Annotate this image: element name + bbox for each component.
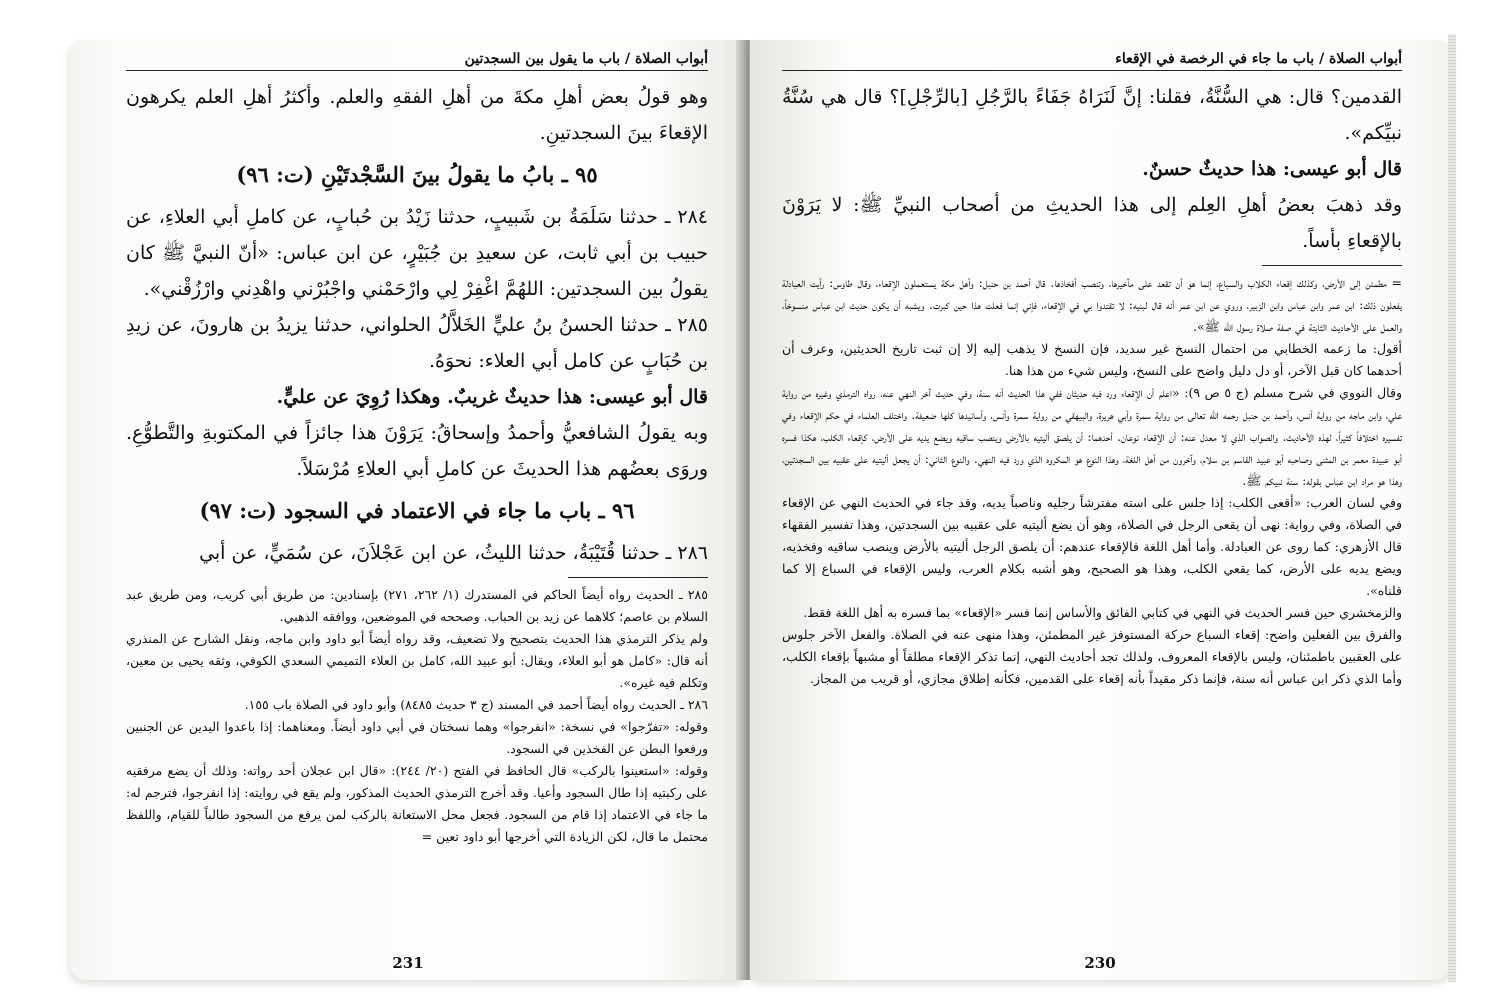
hadith-285: ٢٨٥ ـ حدثنا الحسنُ بنُ عليٍّ الخَلاَّلُ الحلواني، حدثنا يزيدُ بن هارونَ، عن زيدِ بن حُبَابٍ عن كامل أبي العلاء: نحوَهُ. (126, 314, 708, 372)
footnote: والفرق بين الفعلين واضح: إقعاء السباع حركة المستوفز غير المطمئن، وهذا منهى عنه في الصلاة. والفعل الآخر جلوس على العقبين باطمئنان، وليس بالإقعاء المعروف، ولذلك تجد أحاديث النهي، إنما تذكر الإقعاء مطلقاً أو مشبهاً بإقعاء الكلب، وأما الذي ذكر ابن عباس أنه سنة، فإنما ذكر مقيداً بأنه إقعاء على القدمين، فكأنه إطلاق مجازي، أو قريب من المجاز. (782, 627, 1402, 686)
footnote: وقوله: «تفرّجوا» في نسخة: «انفرجوا» وهما نسختان في أبي داود أيضاً. ومعناهما: إذا باعدوا اليدين عن الجنبين ورفعوا البطن عن الفخذين في السجود. (126, 719, 708, 756)
paragraph: وبه يقولُ الشافعيُّ وأحمدُ وإسحاقُ: يَرَوْنَ هذا جائزاً في المكتوبةِ والتَّطوُّعِ. وروَى بعضُهم هذا الحديثَ عن كاملِ أبي العلاءِ مُرْسَلاً. (126, 422, 708, 480)
page-number-left: 231 (392, 954, 424, 972)
page-231 (70, 40, 746, 980)
page-number-right: 230 (1084, 954, 1116, 972)
footnote: وفي لسان العرب: «أقعى الكلب: إذا جلس على استه مفترشاً رجليه وناصباً يديه، وقد جاء في الحديث النهي عن الإقعاء في الصلاة، وفي رواية: نهى أن يقعى الرجل في الصلاة، وهو أن يضع أليتيه على عقبيه بين السجدتين، وهذا تفسير الفقهاء قال الأزهري: كما روى عن العبادلة. وأما أهل اللغة فالإقعاء عندهم: أن يلصق الرجل أليتيه بالأرض وينصب ساقيه وفخذيه، ويضع يديه على الأرض، كما يقعي الكلب، وهذا هو الصحيح، وهو أشبه بكلام العرب، وليس الإقعاء في السباع إلا كما قلناه». (782, 495, 1402, 598)
paragraph: وقد ذهبَ بعضُ أهلِ العِلم إلى هذا الحديثِ من أصحاب النبيِّ ﷺ: لا يَرَوْنَ بالإقعاءِ بأساً. (782, 194, 1402, 252)
footnote: وقوله: «استعينوا بالركب» قال الحافظ في الفتح (٢٠/ ٢٤٤): «قال ابن عجلان أحد رواته: وذلك أن يضع مرفقيه على ركبتيه إذا طال السجود وأعيا. وقد أخرج الترمذي الحديث المذكور، ولم يقع في روايته: إذا انفرجوا، فترجم له: ما جاء في الاعتماد إذا قام من السجود. فجعل محل الاستعانة بالركب لمن يرفع من السجود طالباً للقيام، واللفظ محتمل ما قال، لكن الزيادة التي أخرجها أبو داود تعين = (126, 763, 709, 844)
abu-isa-comment: قال أبو عيسى: هذا حديثٌ غريبٌ. وهكذا رُوِيَ عن عليٍّ. (276, 386, 708, 408)
paragraph: القدمين؟ قال: هي السُّنَّةُ، فقلنا: إنَّ لَنَرَاهُ جَفَاءً بالرَّجُلِ [بالرِّجْلِ]؟ قال هي سُنَّةُ نبيِّكم». (782, 86, 1402, 144)
paragraph: وهو قولُ بعض أهلِ مكةَ من أهلِ الفقهِ والعلم. وأكثرُ أهلِ العلم يكرهون الإقعاءَ بينَ السجدتينِ. (126, 86, 708, 144)
chapter-heading-96: ٩٦ ـ باب ما جاء في الاعتماد في السجود (ت: ٩٧) (199, 498, 635, 523)
page-230 (750, 40, 1450, 980)
footnote: ٢٨٦ ـ الحديث رواه أيضاً أحمد في المسند (ج ٣ حديث ٨٤٨٥) وأبو داود في الصلاة باب ١٥٥. (244, 697, 708, 712)
main-text-left (126, 79, 708, 571)
hadith-286: ٢٨٦ ـ حدثنا قُتَيْبَةُ، حدثنا الليثُ، عن ابن عَجْلاَنَ، عن سُمَيٍّ، عن أبي (199, 542, 708, 564)
footnotes-right (782, 272, 1402, 690)
main-text-right (782, 79, 1402, 259)
abu-isa-comment: قال أبو عيسى: هذا حديثٌ حسنٌ. (1142, 158, 1402, 180)
chapter-heading-95: ٩٥ ـ بابُ ما يقولُ بينَ السَّجْدتَيْنِ (ت: ٩٦) (236, 162, 598, 187)
footnote: أقول: ما زعمه الخطابي من احتمال النسخ غير سديد، فإن النسخ لا يذهب إليه إلا إن ثبت تاريخ الحديثين، وعرف أن أحدهما كان قبل الآخر، أو دل دليل واضح على النسخ، وليس شيء من هذا هنا. (782, 341, 1402, 378)
open-book (70, 40, 1450, 990)
footnote: ولم يذكر الترمذي هذا الحديث بتصحيح ولا تضعيف، وقد رواه أيضاً أبو داود وابن ماجه، ونقل الشارح عن المنذري أنه قال: «كامل هو أبو العلاء، ويقال: أبو عبيد الله، كامل بن العلاء التميمي السعدي الكوفي، وثقه يحيى بن معين، وتكلم فيه غيره». (126, 631, 708, 690)
footnote: = مطمئن إلى الأرض، وكذلك إقعاء الكلاب والسباع، إنما هو أن تقعد على مآخيرها، وتنصب أفخاذها. قال أحمد بن حنبل: وأهل مكة يستعملون الإقعاء، وقال طاوس: رأيت العبادلة يفعلون ذلك: ابن عمر وابن عباس وابن الزبير، وروي عن ابن عمر أنه قال لبنيه: لا تقتدوا بي في الإقعاء، فإني إنما فعلت هذا حين كبرت. ويشبه أن يكون حديث ابن عباس منسوخاً، والعمل على الأحاديث الثابتة في صفة صلاة رسول الله ﷺ». (782, 275, 1402, 334)
footnote: ٢٨٥ ـ الحديث رواه أيضاً الحاكم في المستدرك (١/ ٢٦٢، ٢٧١) بإسنادين: من طريق أبي كريب، ومن طريق عبد السلام بن عاصم؛ كلاهما عن زيد بن الحباب. وصححه في الموضعين، ووافقه الذهبي. (126, 587, 708, 624)
running-head-right: أبواب الصلاة / باب ما جاء في الرخصة في الإقعاء (782, 50, 1402, 71)
footnote: والزمخشري حين فسر الحديث في النهي في كتابي الفائق والأساس إنما فسر «الإقعاء» بما فسره به أهل اللغة فقط. (803, 605, 1402, 620)
footnote-divider (568, 577, 708, 578)
footnotes-left (126, 584, 708, 848)
running-head-left: أبواب الصلاة / باب ما يقول بين السجدتين (126, 50, 708, 71)
hadith-284: ٢٨٤ ـ حدثنا سَلَمَةُ بن شَبيبٍ، حدثنا زَيْدُ بن حُبابٍ، عن كاملِ أبي العلاءِ، عن حبيب بن أبي ثابت، عن سعيدِ بن جُبَيْرٍ، عن ابن عباس: «أنّ النبيَّ ﷺ كان يقولُ بين السجدتين: اللهُمَّ اغْفِرْ لِي وارْحَمْني واجْبُرْني واهْدِني وارْزُقْني». (126, 206, 708, 300)
page-stack-edge (1448, 34, 1456, 982)
footnote-divider (1262, 265, 1402, 266)
footnote: وقال النووي في شرح مسلم (ج ٥ ص ٩): «اعلم أن الإقعاء ورد فيه حديثان ففي هذا الحديث أنه سنة، وفي حديث آخر النهي عنه، رواه الترمذي وغيره من رواية علي، وابن ماجه من رواية أنس، وأحمد بن حنبل رحمه الله تعالى من رواية سمرة وأبي هريرة، والبيهقي من رواية سمرة وأنس، وأسانيدها كلها ضعيفة. واختلف العلماء في حكم الإقعاء وفي تفسيره اختلافاً كثيراً، لهذه الأحاديث. والصواب الذي لا معدل عنه: أن الإقعاء نوعان. أحدهما: أن يلصق أليتيه بالأرض وينصب ساقيه ويضع يديه على الأرض، كإقعاء الكلب، هكذا فسره أبو عبيدة معمر بن المثنى وصاحبه أبو عبيد القاسم بن سلام، وآخرون من أهل اللغة، وهذا النوع هو المكروه الذي ورد فيه النهي. والنوع الثاني: أن يجعل أليتيه على عقبيه بين السجدتين، وهذا هو مراد ابن عباس بقوله: سنة نبيكم ﷺ. (782, 385, 1402, 488)
